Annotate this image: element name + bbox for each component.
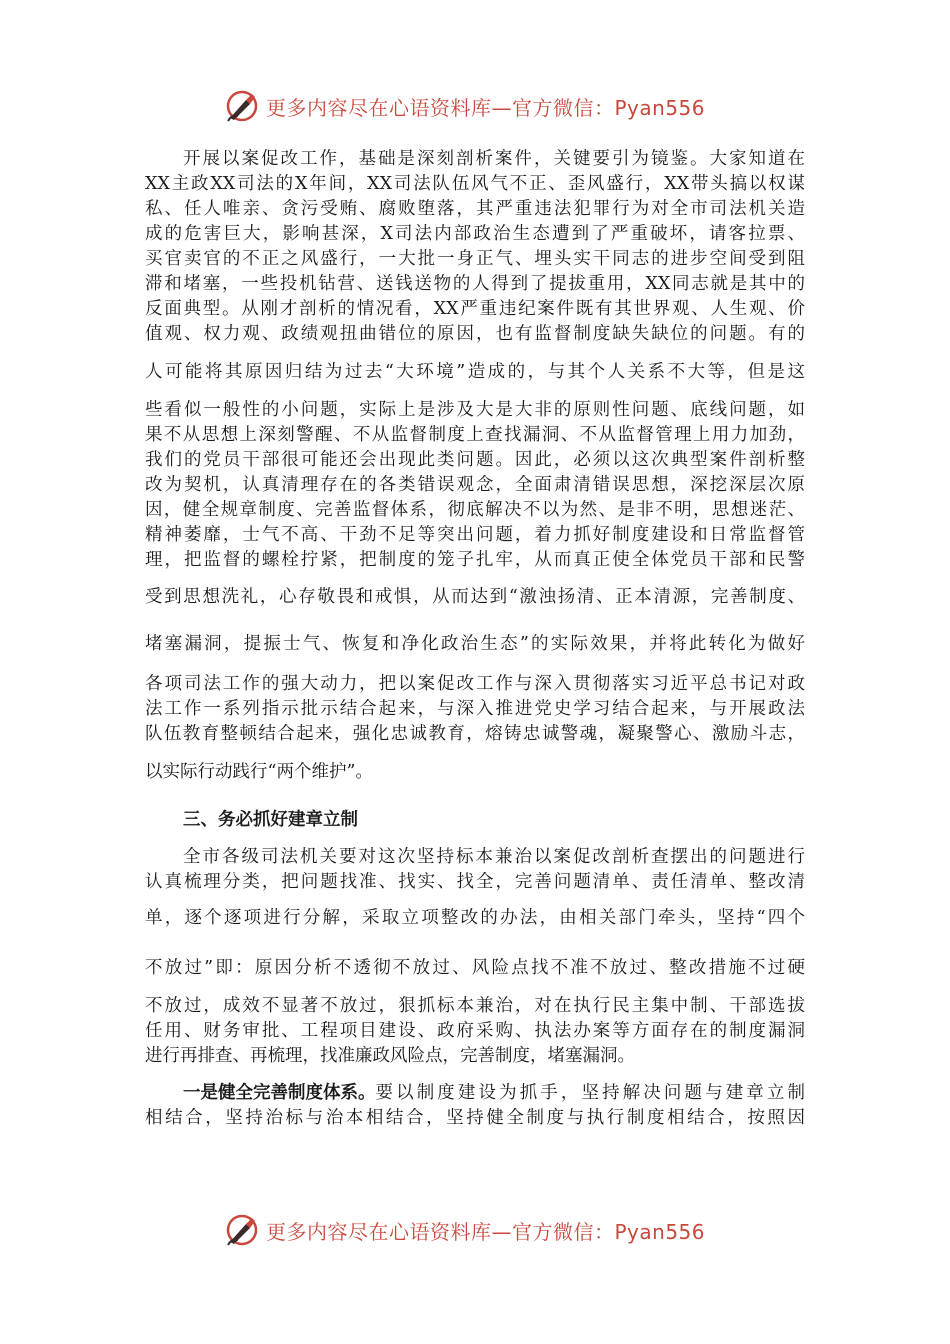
bold-lead-phrase: 一是健全完善制度体系。 [183,1083,376,1103]
paragraph-line: 不放过，成效不显著不放过，狠抓标本兼治，对在执行民主集中制、干部选拔 [145,996,805,1016]
watermark-logo-icon [224,88,260,124]
section-heading: 三、务必抓好建章立制 [183,810,358,830]
footer-watermark-text: 更多内容尽在心语资料库—官方微信：Pyan556 [266,1219,706,1244]
paragraph-line: 成的危害巨大，影响甚深，X司法内部政治生态遭到了严重破坏，请客拉票、 [145,224,805,244]
paragraph-line: 果不从思想上深刻警醒、不从监督制度上查找漏洞、不从监督管理上用力加劲， [145,425,805,445]
paragraph-line: 滞和堵塞，一些投机钻营、送钱送物的人得到了提拔重用，XX同志就是其中的 [145,274,805,294]
paragraph-line: 理，把监督的螺栓拧紧，把制度的笼子扎牢，从而真正使全体党员干部和民警 [145,550,805,570]
paragraph-line: 各项司法工作的强大动力，把以案促改工作与深入贯彻落实习近平总书记对政 [145,674,805,694]
paragraph-line: 单，逐个逐项进行分解，采取立项整改的办法，由相关部门牵头，坚持“四个 [145,908,805,928]
paragraph-line: 买官卖官的不正之风盛行，一大批一身正气、埋头实干同志的进步空间受到阻 [145,249,805,269]
paragraph-line: 相结合，坚持治标与治本相结合，坚持健全制度与执行制度相结合，按照因 [145,1108,805,1128]
footer-watermark-banner [224,1210,724,1250]
paragraph-line: 不放过”即：原因分析不透彻不放过、风险点找不准不放过、整改措施不过硬 [145,958,805,978]
watermark-logo-icon [224,1212,260,1248]
paragraph-line: 全市各级司法机关要对这次坚持标本兼治以案促改剖析查摆出的问题进行 [183,847,805,867]
paragraph-line: 开展以案促改工作，基础是深刻剖析案件，关键要引为镜鉴。大家知道在 [183,149,805,169]
paragraph-line: 以实际行动践行“两个维护”。 [145,762,373,782]
paragraph-line: XX主政XX司法的X年间，XX司法队伍风气不正、歪风盛行，XX带头搞以权谋 [145,174,805,194]
paragraph-line: 精神萎靡，士气不高、干劲不足等突出问题，着力抓好制度建设和日常监督管 [145,525,805,545]
paragraph-line: 因，健全规章制度、完善监督体系，彻底解决不以为然、是非不明，思想迷茫、 [145,500,805,520]
paragraph-line: 值观、权力观、政绩观扭曲错位的原因，也有监督制度缺失缺位的问题。有的 [145,324,805,344]
paragraph-line: 任用、财务审批、工程项目建设、政府采购、执法办案等方面存在的制度漏洞 [145,1021,805,1041]
paragraph-line: 受到思想洗礼，心存敬畏和戒惧，从而达到“激浊扬清、正本清源，完善制度、 [145,587,805,607]
paragraph-line: 反面典型。从刚才剖析的情况看，XX严重违纪案件既有其世界观、人生观、价 [145,299,805,319]
header-watermark-text: 更多内容尽在心语资料库—官方微信：Pyan556 [266,95,706,120]
paragraph-line: 进行再排查、再梳理，找准廉政风险点，完善制度，堵塞漏洞。 [145,1046,635,1066]
paragraph-line: 改为契机，认真清理存在的各类错误观念，全面肃清错误思想，深挖深层次原 [145,475,805,495]
paragraph-line [183,1081,805,1105]
paragraph-line: 我们的党员干部很可能还会出现此类问题。因此，必须以这次典型案件剖析整 [145,450,805,470]
paragraph-line: 私、任人唯亲、贪污受贿、腐败堕落，其严重违法犯罪行为对全市司法机关造 [145,199,805,219]
paragraph-line-rest: 要以制度建设为抓手，坚持解决问题与建章立制 [375,1083,805,1103]
paragraph-line: 人可能将其原因归结为过去“大环境”造成的，与其个人关系不大等，但是这 [145,362,805,382]
header-watermark-banner [224,86,724,126]
paragraph-line: 些看似一般性的小问题，实际上是涉及大是大非的原则性问题、底线问题，如 [145,400,805,420]
paragraph-line: 堵塞漏洞，提振士气、恢复和净化政治生态”的实际效果，并将此转化为做好 [145,634,805,654]
paragraph-line: 认真梳理分类，把问题找准、找实、找全，完善问题清单、责任清单、整改清 [145,872,805,892]
paragraph-line: 法工作一系列指示批示结合起来，与深入推进党史学习结合起来，与开展政法 [145,699,805,719]
paragraph-line: 队伍教育整顿结合起来，强化忠诚教育，熔铸忠诚警魂，凝聚警心、激励斗志， [145,724,805,744]
